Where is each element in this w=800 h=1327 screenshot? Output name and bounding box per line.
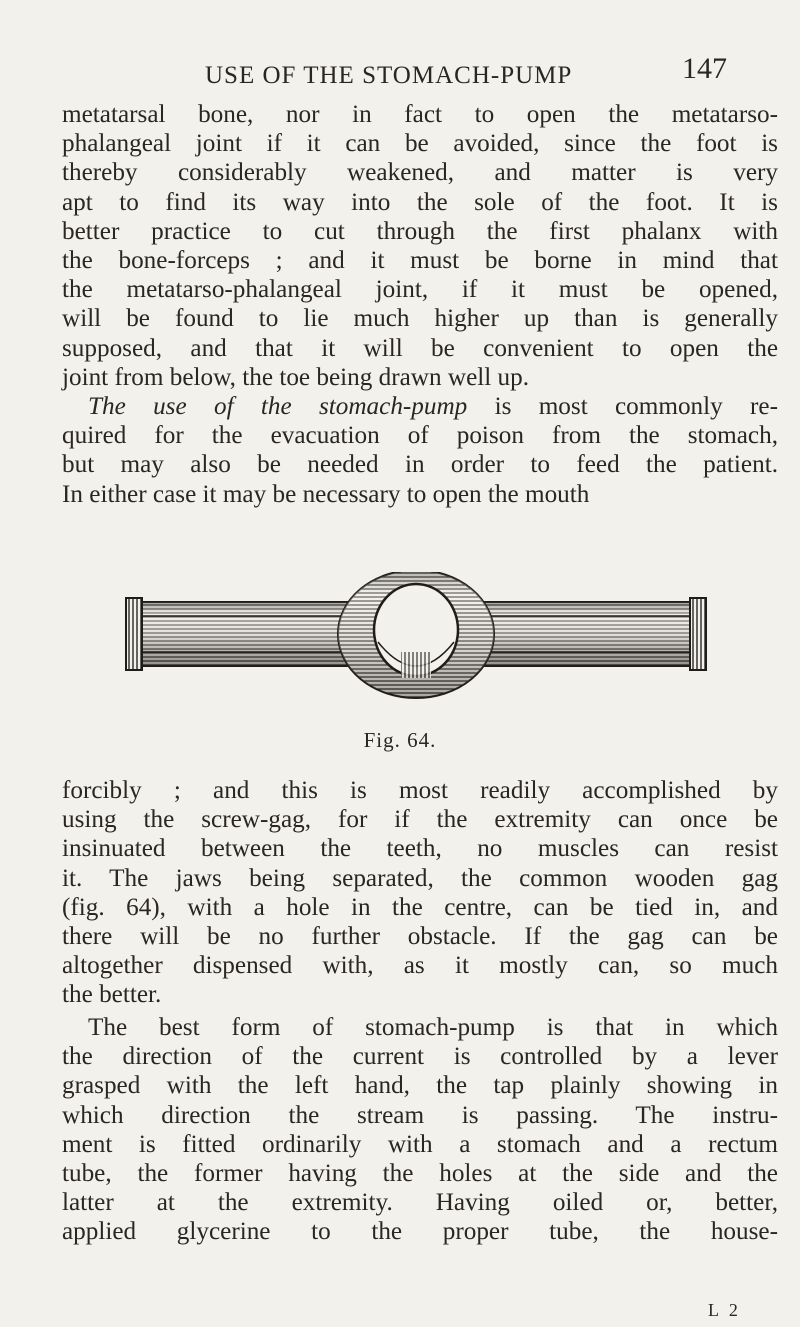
paragraph-4 (62, 1013, 778, 1247)
text-line: the metatarso-phalangeal joint, if it must be opened, (62, 276, 778, 304)
signature-mark: L 2 (708, 1300, 741, 1320)
gag-end-left (126, 598, 142, 670)
text-line: using the screw-gag, for if the extremity can once be (62, 806, 778, 834)
paragraph-2 (62, 392, 778, 509)
text-line: In either case it may be necessary to open the mouth (62, 480, 590, 508)
text-line: altogether dispensed with, as it mostly can, so much (62, 952, 778, 980)
gag-end-right (690, 598, 706, 670)
text-line (62, 392, 778, 421)
text-line: tube, the former having the holes at the side and the (62, 1160, 778, 1188)
running-head (0, 52, 800, 92)
text-line: (fig. 64), with a hole in the centre, can be tied in, and (62, 893, 778, 921)
text-line: ment is fitted ordinarily with a stomach and a rectum (62, 1130, 778, 1158)
text-line: latter at the extremity. Having oiled or, better, (62, 1189, 778, 1217)
text-line: the better. (62, 981, 162, 1009)
text-line: the bone-forceps ; and it must be borne in mind that (62, 247, 778, 275)
text-line: better practice to cut through the first phalanx with (62, 217, 778, 245)
paragraph-1 (62, 100, 778, 392)
text-line: supposed, and that it will be convenient to open the (62, 334, 778, 362)
text-line: apt to find its way into the sole of the foot. It is (62, 188, 778, 216)
wooden-gag-illustration (116, 572, 716, 710)
text-line: quired for the evacuation of poison from the stomach, (62, 422, 778, 450)
text-line: phalangeal joint if it can be avoided, since the foot is (62, 130, 778, 158)
text-line: applied glycerine to the proper tube, the house- (62, 1218, 778, 1246)
text-line: the direction of the current is controlled by a lever (62, 1043, 778, 1071)
text-line: it. The jaws being separated, the common wooden gag (62, 864, 778, 892)
italic-heading: The use of the stomach-pump (88, 393, 468, 420)
page-number: 147 (682, 52, 727, 85)
text-line: The best form of stomach-pump is that in which (88, 1014, 778, 1041)
text-line: forcibly ; and this is most readily accomplished by (62, 777, 778, 804)
figure-caption: Fig. 64. (363, 728, 437, 752)
paragraph-3 (62, 776, 778, 1010)
text-line: grasped with the left hand, the tap plainly showing in (62, 1072, 778, 1100)
text-line: metatarsal bone, nor in fact to open the metatarso- (62, 101, 778, 128)
text-line: thereby considerably weakened, and matter is very (62, 159, 778, 187)
text-line: but may also be needed in order to feed the patient. (62, 451, 778, 479)
text-line: insinuated between the teeth, no muscles can resist (62, 835, 778, 863)
text-line: will be found to lie much higher up than is generally (62, 305, 778, 333)
text-run: is most commonly re- (467, 393, 778, 420)
text-line: there will be no further obstacle. If the gag can be (62, 923, 778, 951)
running-title: USE OF THE STOMACH-PUMP (205, 62, 573, 89)
text-line: which direction the stream is passing. The instru- (62, 1101, 778, 1129)
text-line: joint from below, the toe being drawn well up. (62, 363, 530, 391)
